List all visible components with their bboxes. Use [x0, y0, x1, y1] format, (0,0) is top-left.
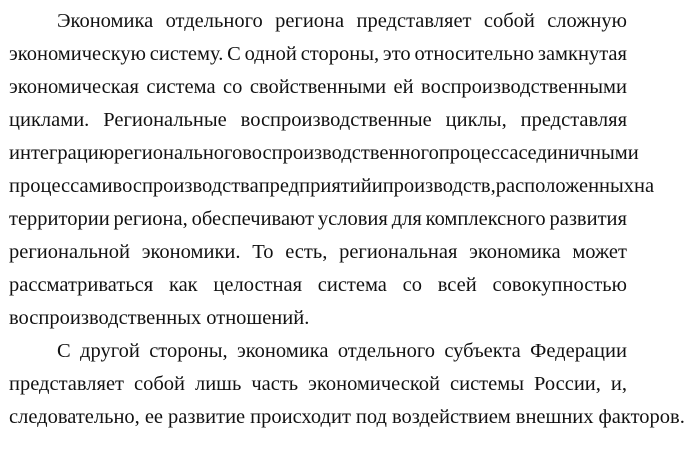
word: комплексного	[425, 208, 546, 230]
word: циклы,	[445, 109, 507, 131]
word: под	[355, 406, 387, 428]
word: предприятий	[258, 175, 372, 197]
word: расположенных	[495, 175, 635, 197]
word: со	[223, 76, 243, 98]
word: процессами	[9, 175, 113, 197]
text-line	[9, 137, 639, 170]
word: России,	[533, 373, 601, 395]
word: воспроизводства	[112, 175, 259, 197]
word: и	[371, 175, 383, 197]
word: одной	[244, 43, 297, 65]
word: представляя	[520, 109, 627, 131]
word: условия	[317, 208, 388, 230]
word: регионального	[114, 142, 243, 164]
text-line	[9, 236, 627, 269]
document-body	[9, 5, 685, 434]
word: воспроизводственного	[242, 142, 439, 164]
word: субъекта	[444, 340, 521, 362]
word: свойственными	[249, 76, 387, 98]
word: для	[391, 208, 422, 230]
word: представляет	[9, 373, 125, 395]
word: другой	[80, 340, 140, 362]
word: С	[57, 340, 71, 362]
word: происходит	[250, 406, 351, 428]
word: замкнутая	[537, 43, 627, 65]
word: внешних	[515, 406, 594, 428]
word: развития	[549, 208, 627, 230]
word: системы	[450, 373, 524, 395]
word: стороны,	[149, 340, 228, 362]
word: региональной	[9, 241, 130, 263]
text-line	[9, 104, 627, 137]
word: развитие	[168, 406, 246, 428]
word: с	[518, 142, 528, 164]
word: отношений.	[206, 307, 310, 329]
word: систему.	[149, 43, 224, 65]
text-line	[9, 335, 627, 368]
word: воспроизводственных	[9, 307, 202, 329]
word: воспроизводственными	[421, 76, 627, 98]
word: всей	[437, 274, 477, 296]
word: экономическую	[9, 43, 146, 65]
word: часть	[251, 373, 299, 395]
word: экономической	[308, 373, 441, 395]
word: циклами.	[9, 109, 90, 131]
word: Региональные	[103, 109, 227, 131]
text-line	[9, 5, 627, 38]
paragraph-2	[9, 335, 685, 434]
word: экономики.	[141, 241, 241, 263]
word: ее	[144, 406, 164, 428]
word: региона	[275, 10, 345, 32]
word: воспроизводственные	[240, 109, 432, 131]
word: это	[382, 43, 411, 65]
text-line	[9, 401, 685, 434]
word: обеспечивают	[191, 208, 315, 230]
word: система	[317, 274, 387, 296]
word: со	[402, 274, 423, 296]
word: следовательно,	[9, 406, 140, 428]
text-line	[9, 368, 627, 401]
word: интеграцию	[9, 142, 115, 164]
word: есть,	[285, 241, 328, 263]
word: отдельного	[337, 340, 435, 362]
text-line	[9, 38, 627, 71]
word: процесса	[438, 142, 519, 164]
text-line	[9, 170, 655, 203]
word: Федерации	[530, 340, 627, 362]
word: может	[572, 241, 627, 263]
word: система	[146, 76, 216, 98]
word: Экономика	[57, 10, 154, 32]
text-line	[9, 71, 627, 104]
word: собой	[134, 373, 185, 395]
word: воздействием	[391, 406, 511, 428]
word: на	[634, 175, 655, 197]
word: представляет	[356, 10, 472, 32]
word: лишь	[194, 373, 242, 395]
word: собой	[483, 10, 535, 32]
word: и,	[610, 373, 627, 395]
word: целостная	[213, 274, 303, 296]
text-line	[9, 269, 627, 302]
paragraph-1	[9, 5, 655, 335]
word: ей	[393, 76, 414, 98]
word: сложную	[547, 10, 627, 32]
word: стороны,	[300, 43, 380, 65]
word: региона,	[113, 208, 188, 230]
word: отдельного	[165, 10, 263, 32]
word: единичными	[527, 142, 639, 164]
word: как	[168, 274, 198, 296]
word: экономика	[469, 241, 561, 263]
word: факторов.	[598, 406, 685, 428]
word: рассматриваться	[9, 274, 154, 296]
word: То	[252, 241, 274, 263]
word: производств,	[382, 175, 496, 197]
word: региональная	[339, 241, 458, 263]
word: экономика	[236, 340, 329, 362]
word: экономическая	[9, 76, 139, 98]
text-line	[9, 302, 627, 335]
word: С	[227, 43, 241, 65]
word: территории	[9, 208, 110, 230]
word: совокупностью	[492, 274, 627, 296]
text-line	[9, 203, 627, 236]
word: относительно	[414, 43, 535, 65]
